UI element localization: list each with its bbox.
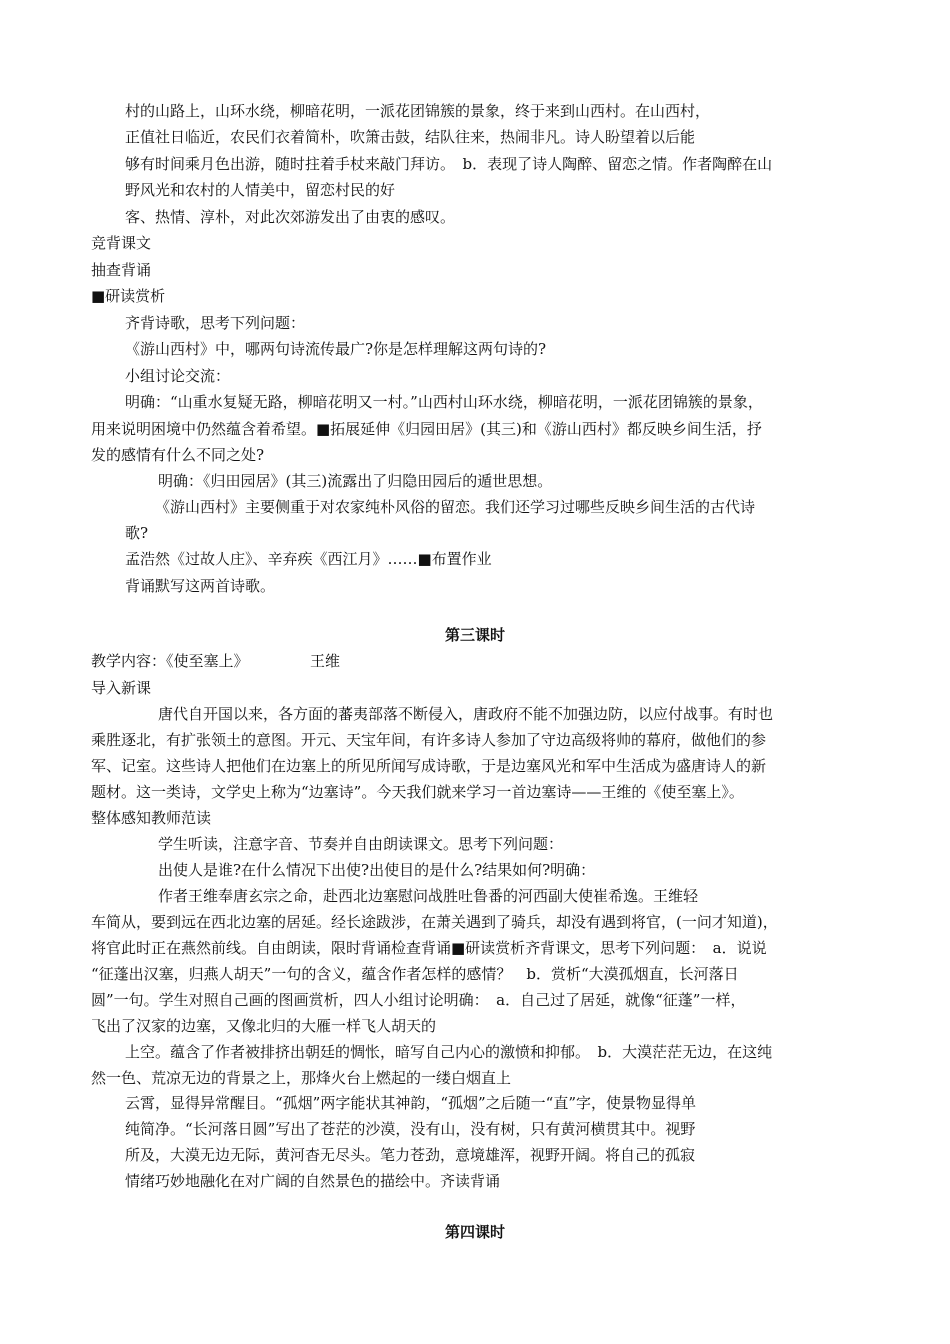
lesson-author: 王维	[310, 652, 341, 670]
step-label: 抽查背诵	[91, 261, 152, 279]
paragraph-line: 小组讨论交流：	[125, 367, 231, 385]
paragraph-line: 背诵默写这两首诗歌。	[125, 577, 276, 595]
paragraph-line: 军、记室。这些诗人把他们在边塞上的所见所闻写成诗歌，于是边塞风光和军中生活成为盛唐诗人的新	[91, 757, 767, 775]
step-label: 导入新课	[91, 679, 152, 697]
paragraph-line: 乘胜逐北，有扩张领土的意图。开元、天宝年间，有许多诗人参加了守边高级将帅的幕府，做他们的参	[91, 731, 767, 749]
paragraph-line: “征蓬出汉塞，归燕人胡天”一句的含义，蕴含作者怎样的感情？ b．赏析“大漠孤烟直，长河落日	[91, 965, 739, 983]
step-label: 整体感知教师范读	[91, 809, 212, 827]
paragraph-line: 齐背诗歌，思考下列问题：	[125, 314, 306, 332]
paragraph-line: 上空。蕴含了作者被排挤出朝廷的惆怅，暗写自己内心的激愤和抑郁。 b．大漠茫茫无边，在这纯	[125, 1043, 773, 1061]
paragraph-line: 用来说明困境中仍然蕴含着希望。■拓展延伸《归园田居》(其三)和《游山西村》都反映乡间生活，抒	[91, 420, 762, 438]
lesson-title: 第四课时	[444, 1223, 505, 1241]
paragraph-line: 所及，大漠无边无际，黄河杳无尽头。笔力苍劲，意境雄浑，视野开阔。将自己的孤寂	[125, 1146, 696, 1164]
paragraph-line: 然一色、荒凉无边的背景之上，那烽火台上燃起的一缕白烟直上	[91, 1069, 512, 1087]
paragraph-line: 出使人是谁?在什么情况下出使?出使目的是什么?结果如何?明确：	[158, 861, 596, 879]
paragraph-line: 村的山路上，山环水绕，柳暗花明，一派花团锦簇的景象，终于来到山西村。在山西村，	[125, 102, 711, 120]
paragraph-line: 作者王维奉唐玄宗之命，赴西北边塞慰问战胜吐鲁番的河西副大使崔希逸。王维轻	[158, 887, 699, 905]
paragraph-line: 云霄，显得异常醒目。“孤烟”两字能状其神韵，“孤烟”之后随一“直”字，使景物显得单	[125, 1094, 697, 1112]
lesson-title: 第三课时	[444, 626, 505, 644]
step-label: 竞背课文	[91, 234, 152, 252]
paragraph-line: 题材。这一类诗，文学史上称为“边塞诗”。今天我们就来学习一首边塞诗——王维的《使至塞上》。	[91, 783, 744, 801]
paragraph-line: 车简从，要到远在西北边塞的居延。经长途跋涉，在萧关遇到了骑兵，却没有遇到将官，(一问才知道)，	[91, 913, 778, 931]
paragraph-line: 野风光和农村的人情美中，留恋村民的好	[125, 181, 396, 199]
paragraph-line: 歌?	[125, 524, 149, 542]
paragraph-line: 发的感情有什么不同之处?	[91, 446, 265, 464]
paragraph-line: 《游山西村》主要侧重于对农家纯朴风俗的留恋。我们还学习过哪些反映乡间生活的古代诗	[155, 498, 756, 516]
paragraph-line: 情绪巧妙地融化在对广阔的自然景色的描绘中。齐读背诵	[125, 1172, 501, 1190]
paragraph-line: 唐代自开国以来，各方面的蕃夷部落不断侵入，唐政府不能不加强边防，以应付战事。有时也	[158, 705, 774, 723]
lesson-content-label: 教学内容：《使至塞上》	[91, 652, 249, 670]
paragraph-line: 正值社日临近，农民们衣着简朴，吹箫击鼓，结队往来，热闹非凡。诗人盼望着以后能	[125, 128, 696, 146]
paragraph-line: 《游山西村》中，哪两句诗流传最广?你是怎样理解这两句诗的?	[125, 340, 547, 358]
paragraph-line: 纯简净。“长河落日圆”写出了苍茫的沙漠，没有山，没有树，只有黄河横贯其中。视野	[125, 1120, 696, 1138]
paragraph-line: 将官此时正在燕然前线。自由朗读，限时背诵检查背诵■研读赏析齐背课文，思考下列问题： a．说说	[91, 939, 767, 957]
paragraph-line: 飞出了汉家的边塞，又像北归的大雁一样飞人胡天的	[91, 1017, 437, 1035]
paragraph-line: 孟浩然《过故人庄》、辛弃疾《西江月》……■布置作业	[125, 550, 492, 568]
paragraph-line: 圆”一句。学生对照自己画的图画赏析，四人小组讨论明确： a．自己过了居延，就像“征蓬”一样，	[91, 991, 746, 1009]
paragraph-line: 明确：《归田园居》(其三)流露出了归隐田园后的遁世思想。	[158, 472, 553, 490]
paragraph-line: 明确：“山重水复疑无路，柳暗花明又一村。”山西村山环水绕，柳暗花明，一派花团锦簇的景象，	[125, 393, 763, 411]
paragraph-line: 客、热情、淳朴，对此次郊游发出了由衷的感叹。	[125, 208, 456, 226]
paragraph-line: 学生听读，注意字音、节奏并自由朗读课文。思考下列问题：	[158, 835, 564, 853]
paragraph-line: 够有时间乘月色出游，随时拄着手杖来敲门拜访。 b．表现了诗人陶醉、留恋之情。作者陶醉在山	[125, 155, 773, 173]
step-label: ■研读赏析	[91, 287, 166, 305]
